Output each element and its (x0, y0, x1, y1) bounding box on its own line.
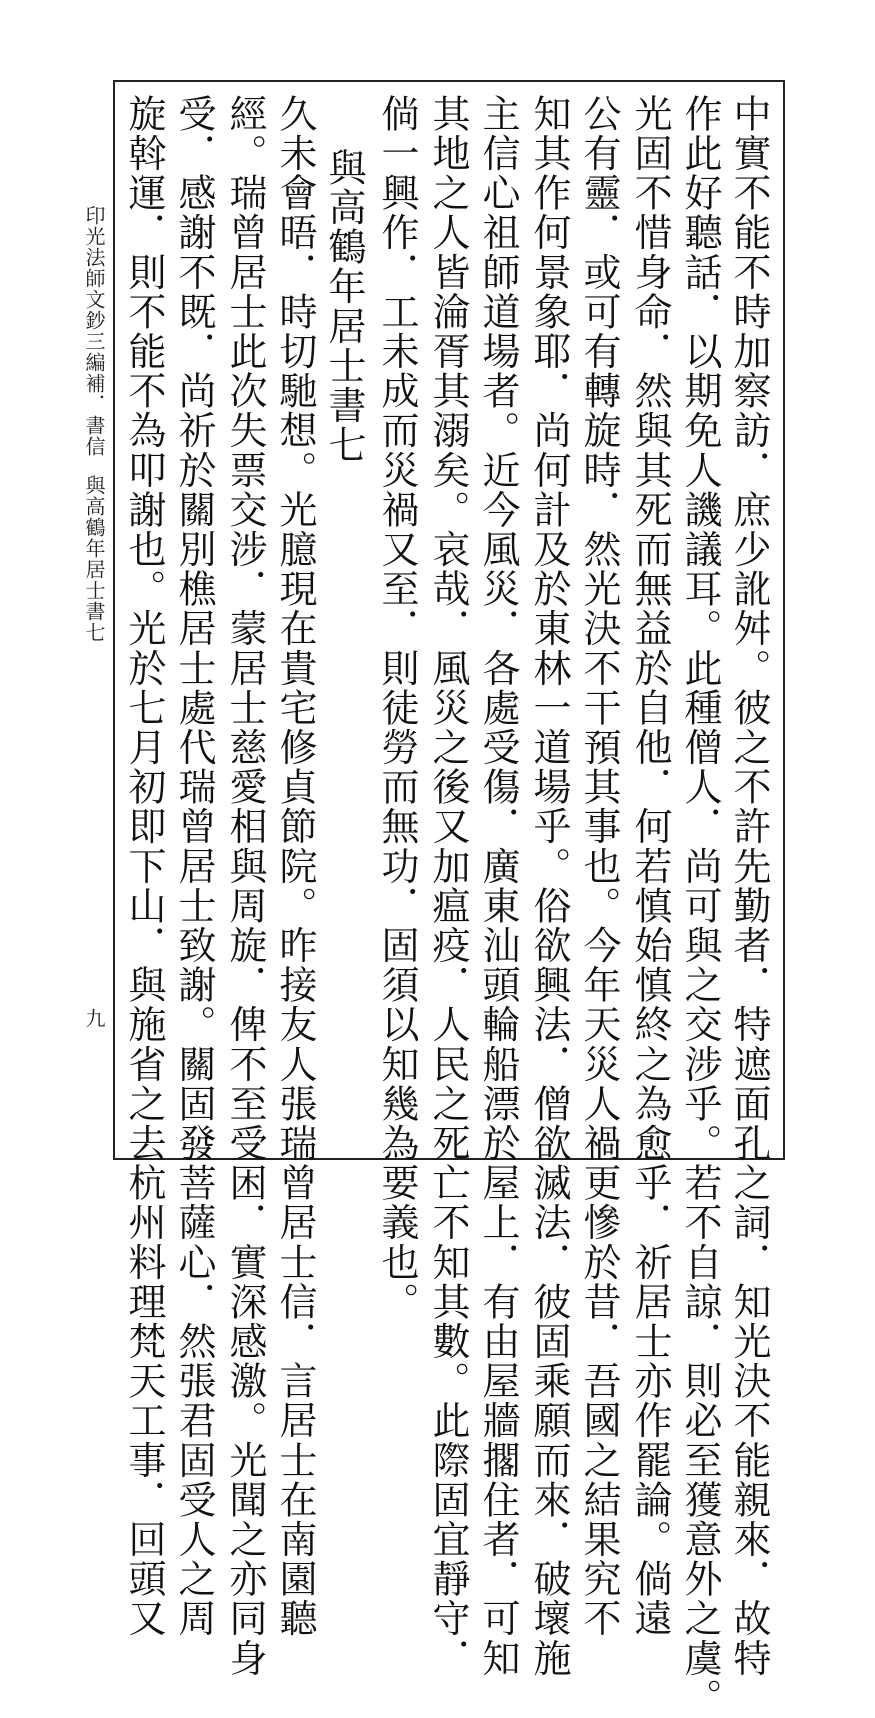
text-column-3: 光固不惜身命．然與其死而無益於自他．何若慎始慎終之為愈乎．祈居士亦作罷論。倘遠 (628, 94, 672, 1639)
running-header-book-title: 印光法師文鈔三編補．書信 (82, 205, 106, 457)
text-column-11: 受．感謝不既．尚祈於關別樵居士處代瑞曾居士致謝。關固發菩薩心．然張君固受人之周 (172, 94, 216, 1639)
running-header-section-title: 與高鶴年居士書七 (82, 475, 106, 643)
text-column-12: 旋斡運．則不能不為叩謝也。光於七月初即下山．與施省之去杭州料理梵天工事．回頭又 (122, 94, 166, 1639)
text-column-8: 倘一興作．工未成而災禍又至．則徒勞而無功．固須以知幾為要義也。 (375, 94, 419, 1322)
text-column-1: 中實不能不時加察訪．庶少訛舛。彼之不許先勤者．特遮面孔之詞．知光決不能親來．故特 (727, 94, 771, 1678)
page-number: 九 (82, 1008, 106, 1029)
text-column-6: 主信心祖師道場者。近今風災．各處受傷．廣東汕頭輪船漂於屋上．有由屋牆擱住者．可知 (476, 94, 520, 1678)
text-column-7: 其地之人皆淪胥其溺矣。哀哉．風災之後又加瘟疫．人民之死亡不知其數。此際固宜靜守． (426, 94, 470, 1678)
text-column-9: 久未會晤．時切馳想。光臆現在貴宅修貞節院。昨接友人張瑞曾居士信．言居士在南園聽 (273, 94, 317, 1639)
text-column-10: 經。瑞曾居士此次失票交涉．蒙居士慈愛相與周旋．俾不至受困．實深感激。光聞之亦同身 (223, 94, 267, 1678)
text-column-5: 知其作何景象耶．尚何計及於東林一道場乎。俗欲興法．僧欲滅法．彼固乘願而來．破壞施 (527, 94, 571, 1678)
text-column-4: 公有靈．或可有轉旋時．然光決不干預其事也。今年天災人禍更慘於昔．吾國之結果究不 (577, 94, 621, 1639)
letter-title: 與高鶴年居士書七 (322, 148, 366, 465)
text-column-2: 作此好聽話．以期免人譏議耳。此種僧人．尚可與之交涉乎。若不自諒．則必至獲意外之虞。 (678, 94, 722, 1718)
